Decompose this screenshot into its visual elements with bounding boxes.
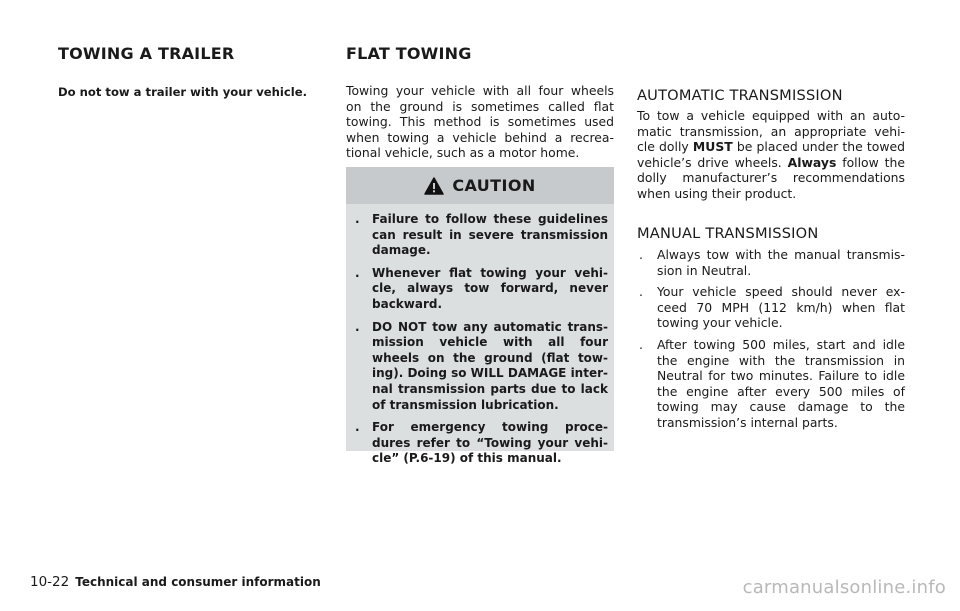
caution-line: cle, always tow forward, never [372,281,608,296]
emphasis-must: MUST [692,139,733,155]
caution-line: Failure to follow these guidelines [372,212,608,226]
manual-line: Neutral for two minutes. Failure to idle [657,368,905,384]
caution-line: For emergency towing proce- [372,420,608,435]
caution-line: mission vehicle with all four [372,335,608,350]
footer-title: Technical and consumer information [75,575,321,589]
caution-item [352,420,608,467]
watermark: carmanualsonline.info [742,577,946,598]
caution-line: Whenever flat towing your vehi- [372,265,608,280]
caution-line: can result in severe transmission [372,227,608,242]
auto-text: cle dolly [637,139,693,155]
bullet: . [355,319,360,334]
caution-line: nal transmission parts due to lack [372,381,608,396]
intro-line: on the ground is sometimes called flat [346,98,614,114]
bullet: . [355,265,360,280]
intro-line: Towing your vehicle with all four wheels [346,83,614,98]
caution-line: backward. [372,296,443,311]
auto-line: matic transmission, an appropriate vehi- [637,123,905,139]
caution-line: of transmission lubrication. [372,397,559,412]
manual-line: ceed 70 MPH (112 km/h) when flat [657,299,905,315]
towing-trailer-title: TOWING A TRAILER [58,44,235,63]
caution-item [352,266,608,313]
auto-line [637,139,905,155]
auto-line: To tow a vehicle equipped with an auto- [637,108,905,123]
caution-line: ing). Doing so WILL DAMAGE inter- [372,366,608,381]
bullet: . [355,212,360,226]
caution-line: cle” (P.6-19) of this manual. [372,451,562,466]
manual-line: Always tow with the manual transmis- [657,247,905,262]
manual-line: the engine after every 500 miles of [657,383,905,399]
caution-line: wheels on the ground (flat tow- [372,350,608,365]
caution-label: CAUTION [452,176,536,195]
caution-header [346,167,614,204]
intro-line: tional vehicle, such as a motor home. [346,145,580,161]
page-number: 10-22 [30,574,70,590]
manual-line: Your vehicle speed should never ex- [657,284,905,300]
emphasis-always: Always [787,154,837,170]
manual-item [637,337,905,431]
automatic-transmission-heading: AUTOMATIC TRANSMISSION [637,87,843,104]
manual-line: towing may cause damage to the [657,399,905,415]
manual-line: the engine with the transmission in [657,352,905,368]
caution-item [352,320,608,414]
manual-item [637,247,905,278]
flat-towing-intro [346,83,614,161]
caution-box [346,167,614,466]
caution-item [352,212,608,259]
caution-line: dures refer to “Towing your vehi- [372,435,608,450]
caution-line: damage. [372,243,431,258]
auto-line: dolly manufacturer’s recommendations [637,170,905,186]
auto-text: follow the [836,154,905,170]
manual-line: towing your vehicle. [657,315,783,331]
manual-item [637,284,905,331]
caution-list [352,212,608,474]
manual-transmission-heading: MANUAL TRANSMISSION [637,225,819,242]
intro-line: when towing a vehicle behind a recrea- [346,129,614,145]
auto-text: vehicle’s drive wheels. [637,154,788,170]
bullet: . [639,247,643,262]
manual-transmission-list [637,247,905,437]
bullet: . [355,420,360,435]
auto-text: be placed under the towed [732,139,905,155]
manual-line: After towing 500 miles, start and idle [657,336,905,352]
auto-line: when using their product. [637,185,797,201]
caution-line: DO NOT tow any automatic trans- [372,319,608,334]
manual-line: transmission’s internal parts. [657,414,838,430]
bullet: . [639,284,643,300]
bullet: . [639,336,643,352]
auto-line [637,155,905,171]
warning-triangle-icon [424,177,444,195]
flat-towing-title: FLAT TOWING [346,44,472,63]
trailer-warning-text: Do not tow a trailer with your vehicle. [58,85,307,99]
intro-line: towing. This method is sometimes used [346,114,614,130]
manual-line: sion in Neutral. [657,262,752,278]
automatic-transmission-text [637,108,905,202]
page-footer [30,571,321,590]
